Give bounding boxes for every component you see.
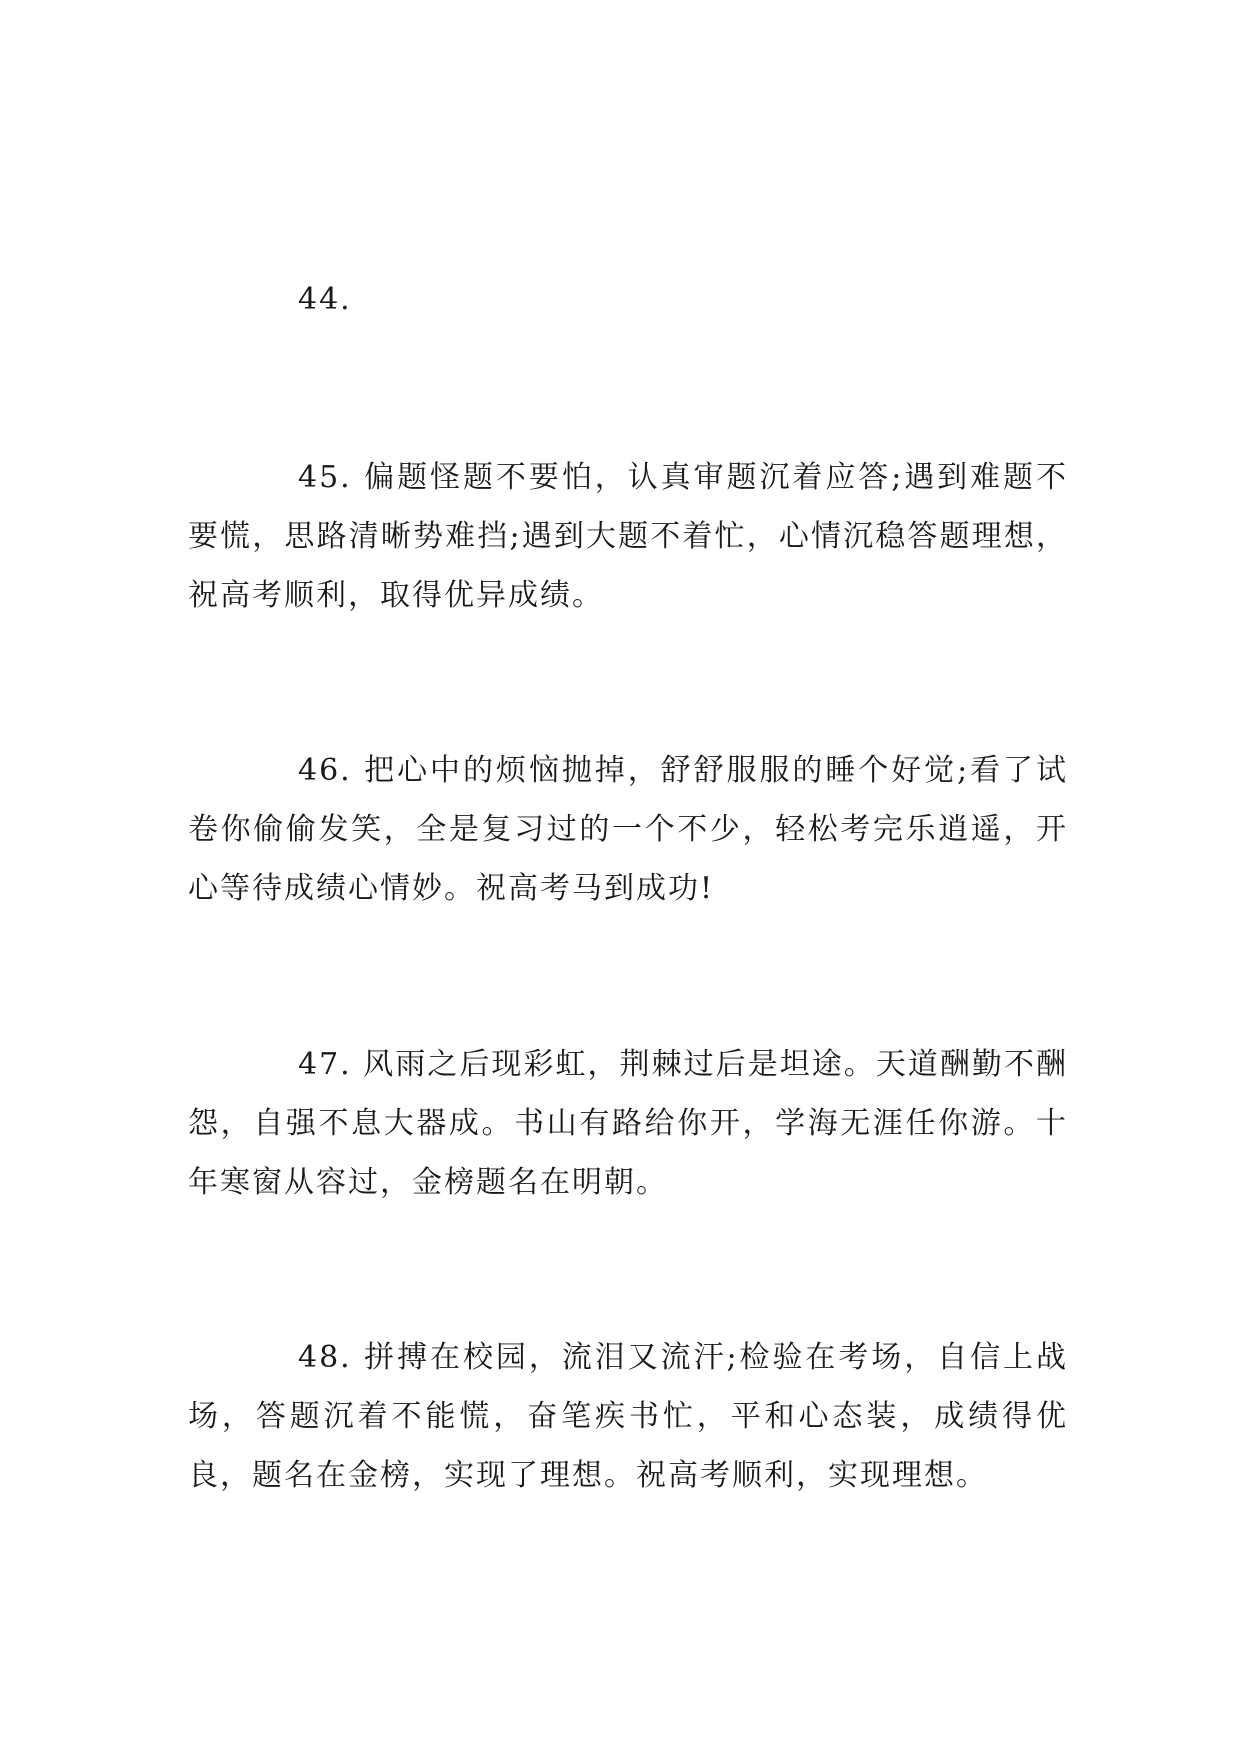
paragraph-44: 44. [298, 282, 352, 317]
paragraph-45: 45. 偏题怪题不要怕，认真审题沉着应答;遇到难题不要慌，思路清晰势难挡;遇到大题不着忙，心情沉稳答题理想，祝高考顺利，取得优异成绩。 [188, 460, 1068, 613]
paragraph-48: 48. 拼搏在校园，流泪又流汗;检验在考场，自信上战场，答题沉着不能慌，奋笔疾书忙，平和心态装，成绩得优良，题名在金榜，实现了理想。祝高考顺利，实现理想。 [188, 1340, 1068, 1493]
paragraph-46: 46. 把心中的烦恼抛掉，舒舒服服的睡个好觉;看了试卷你偷偷发笑，全是复习过的一个不少，轻松考完乐逍遥，开心等待成绩心情妙。祝高考马到成功! [188, 753, 1068, 906]
paragraph-47: 47. 风雨之后现彩虹，荆棘过后是坦途。天道酬勤不酬怨，自强不息大器成。书山有路给你开，学海无涯任你游。十年寒窗从容过，金榜题名在明朝。 [188, 1047, 1068, 1200]
